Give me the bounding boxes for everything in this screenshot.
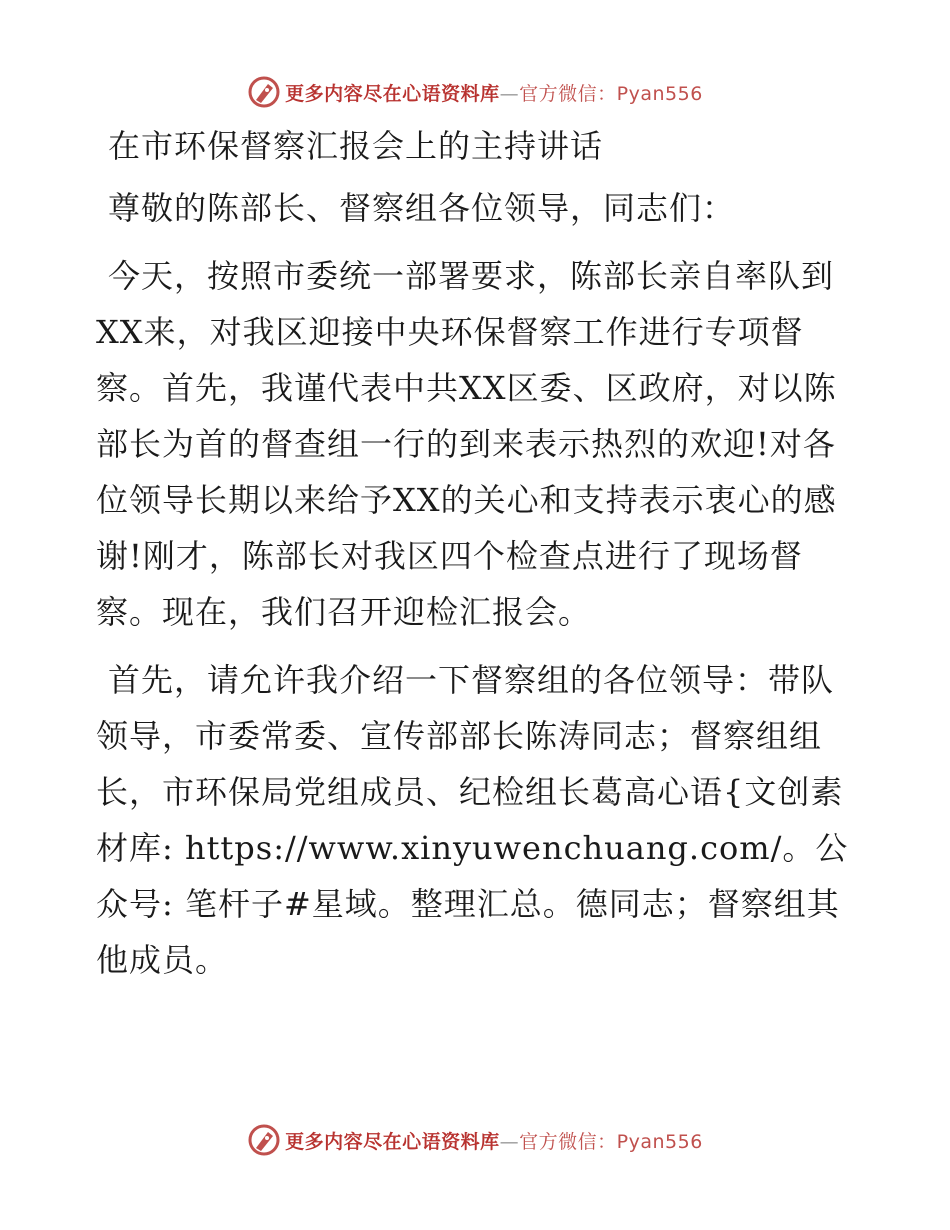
pen-nib-circle-icon <box>247 75 281 109</box>
banner-site-name: 更多内容尽在心语资料库 <box>285 82 500 105</box>
banner-wechat: 官方微信：Pyan556 <box>519 82 703 105</box>
greeting: 尊敬的陈部长、督察组各位领导，同志们： <box>108 189 736 227</box>
paragraph: 首先，请允许我介绍一下督察组的各位领导：带队领导，市委常委、宣传部部长陈涛同志；督察组组长，市环保局党组成员、纪检组长葛高心语{文创素材库: https://www.xinyuwenchuang.com/。公众号: 笔杆子#星域。整理汇总。德同志；督察组其他成员。 <box>96 661 849 979</box>
banner-site-name: 更多内容尽在心语资料库 <box>285 1130 500 1153</box>
banner-dash: — <box>499 1130 520 1153</box>
footer-banner <box>0 1120 950 1160</box>
banner-wechat: 官方微信：Pyan556 <box>519 1130 703 1153</box>
banner-dash: — <box>499 82 520 105</box>
document-body <box>96 118 856 1000</box>
banner-text <box>285 1127 703 1154</box>
header-banner <box>0 72 950 112</box>
banner-text <box>285 79 703 106</box>
pen-nib-circle-icon <box>247 1123 281 1157</box>
paragraph: 今天，按照市委统一部署要求，陈部长亲自率队到XX来，对我区迎接中央环保督察工作进行专项督察。首先，我谨代表中共XX区委、区政府，对以陈部长为首的督查组一行的到来表示热烈的欢迎!对各位领导长期以来给予XX的关心和支持表示衷心的感谢!刚才，陈部长对我区四个检查点进行了现场督察。现在，我们召开迎检汇报会。 <box>96 257 837 631</box>
document-title: 在市环保督察汇报会上的主持讲话 <box>108 127 604 165</box>
